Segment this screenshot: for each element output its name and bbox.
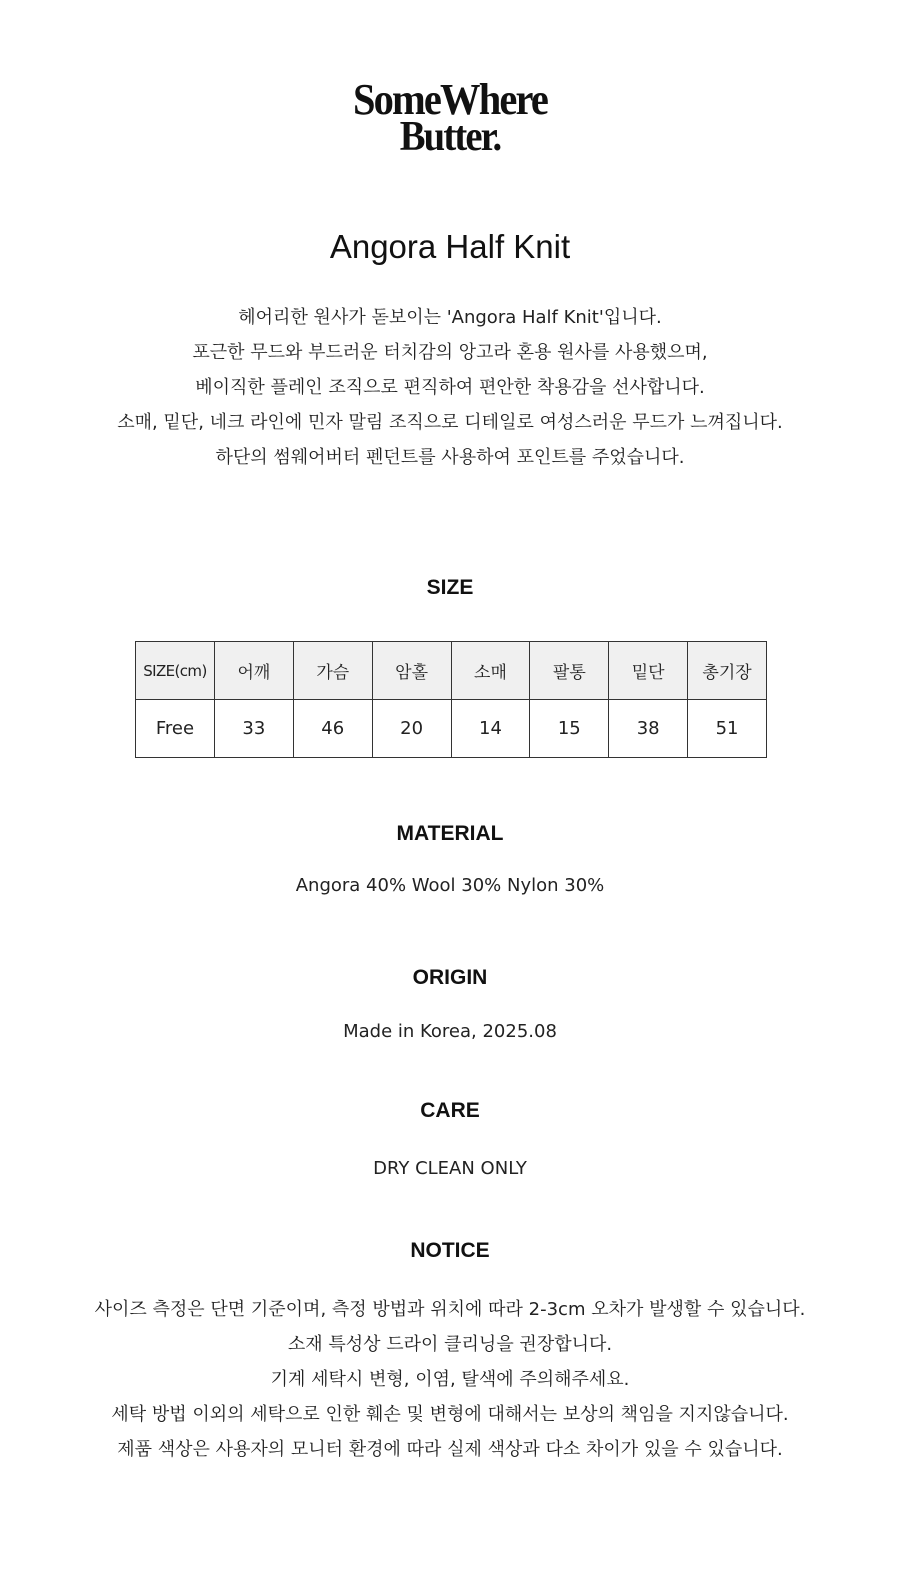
size-table-header: 팔통 bbox=[530, 642, 609, 700]
size-table-header: 밑단 bbox=[609, 642, 688, 700]
description-line: 하단의 썸웨어버터 펜던트를 사용하여 포인트를 주었습니다. bbox=[215, 447, 685, 468]
notice-line: 소재 특성상 드라이 클리닝을 권장합니다. bbox=[287, 1334, 613, 1355]
size-table-cell: Free bbox=[136, 700, 215, 758]
notice-line: 기계 세탁시 변형, 이염, 탈색에 주의해주세요. bbox=[270, 1369, 630, 1390]
notice-line: 사이즈 측정은 단면 기준이며, 측정 방법과 위치에 따라 2-3cm 오차가 발생할 수 있습니다. bbox=[94, 1299, 806, 1320]
size-table-header: 소매 bbox=[451, 642, 530, 700]
size-table-header: 어깨 bbox=[214, 642, 293, 700]
size-table-cell: 51 bbox=[688, 700, 767, 758]
notice-line: 세탁 방법 이외의 세탁으로 인한 훼손 및 변형에 대해서는 보상의 책임을 지지않습니다. bbox=[111, 1404, 789, 1425]
size-table-cell: 33 bbox=[214, 700, 293, 758]
size-table-header: 총기장 bbox=[688, 642, 767, 700]
size-table-cell: 14 bbox=[451, 700, 530, 758]
size-table bbox=[135, 641, 767, 758]
size-table-header: 암홀 bbox=[372, 642, 451, 700]
care-text: DRY CLEAN ONLY bbox=[373, 1158, 527, 1179]
notice-heading: NOTICE bbox=[410, 1239, 490, 1262]
product-description bbox=[0, 300, 900, 475]
size-table-cell: 20 bbox=[372, 700, 451, 758]
description-line: 포근한 무드와 부드러운 터치감의 앙고라 혼용 원사를 사용했으며, bbox=[192, 342, 708, 363]
notice-line: 제품 색상은 사용자의 모니터 환경에 따라 실제 색상과 다소 차이가 있을 수 있습니다. bbox=[117, 1439, 783, 1460]
notice-list bbox=[0, 1292, 900, 1467]
material-heading: MATERIAL bbox=[396, 822, 504, 845]
size-table-header: 가슴 bbox=[293, 642, 372, 700]
size-table-header-row bbox=[136, 642, 767, 700]
description-line: 헤어리한 원사가 돋보이는 'Angora Half Knit'입니다. bbox=[238, 307, 662, 328]
size-table-cell: 46 bbox=[293, 700, 372, 758]
origin-heading: ORIGIN bbox=[412, 966, 488, 989]
care-heading: CARE bbox=[420, 1099, 480, 1122]
product-title: Angora Half Knit bbox=[329, 228, 571, 265]
brand-logo-line1: SomeWhere bbox=[352, 75, 548, 124]
material-text: Angora 40% Wool 30% Nylon 30% bbox=[295, 875, 605, 896]
origin-text: Made in Korea, 2025.08 bbox=[343, 1021, 557, 1042]
brand-logo-line2: Butter. bbox=[399, 114, 501, 160]
description-line: 소매, 밑단, 네크 라인에 민자 말림 조직으로 디테일로 여성스러운 무드가 느껴집니다. bbox=[117, 412, 783, 433]
size-table-cell: 15 bbox=[530, 700, 609, 758]
size-heading: SIZE bbox=[426, 576, 474, 599]
size-table-row bbox=[136, 700, 767, 758]
description-line: 베이직한 플레인 조직으로 편직하여 편안한 착용감을 선사합니다. bbox=[195, 377, 705, 398]
size-table-cell: 38 bbox=[609, 700, 688, 758]
brand-logo bbox=[0, 75, 900, 160]
size-table-header: SIZE(cm) bbox=[136, 642, 215, 700]
